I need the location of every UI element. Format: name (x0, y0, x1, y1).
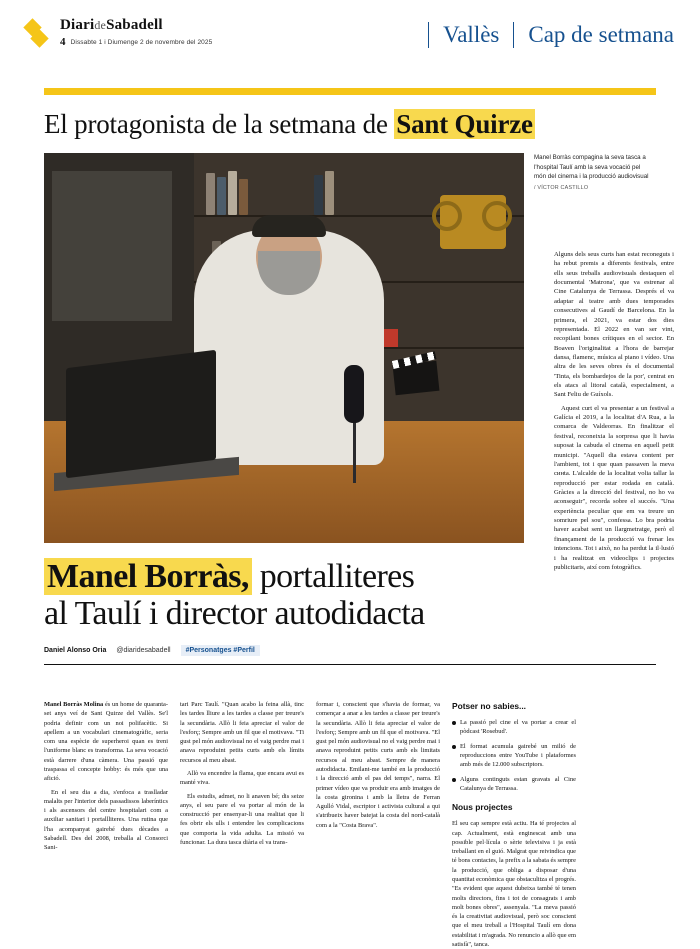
paragraph (44, 700, 168, 784)
paragraph: Els estudis, admet, no li anaven bé; dis seize anys, el seu pare el va portar al món de la construcció per ensenyar-li una realitat que li fes obrir els ulls i entendre les complicacions que comporta la vida adulta. La missió va funcionar. La dura tasca diària el va trans- (180, 792, 304, 846)
paragraph-text: és un home de quaranta-set anys veí de Sant Quirze del Vallès. Se'l podria definir com un noi polifacètic. Si apellem a un vocabulari cinematogràfic, seria com una espècie de superheroi quan es trenі l'uniforme blanc es transforma. La seva vocació està darrere d'una càmera. Una passió que traspassa el concepte hobby: és més que una afició. (44, 701, 168, 783)
body-column-1 (44, 700, 168, 931)
main-photo (44, 153, 524, 543)
diari-logo-icon (26, 20, 52, 50)
section-valles: Vallès (443, 22, 500, 47)
section-cap-de-setmana: Cap de setmana (528, 22, 674, 47)
paragraph: El seu cap sempre està actiu. Ha té projectes al cap. Actualment, està enginescat amb una possible pel·lícula o sèrie televisiva i ja està treballant en el guió. Malgrat que reivindica que té bons contactes, la prefix a la sabata és sempre la producció, que obliga a disposar d'una quantitat econòmica que obstaculitza el progrés. "Es evident que aquest dubeixa també té tenen molts directors, fins i tot de consagrats i amb molt bones obres", assenyala. "La meva passió és la creativitat audiovisual, però soc conscient que el meu treball a l'Hospital Taulí em dona estabilitat i m'agrada. No renuncio a allò que em satisfà", tanca. (452, 820, 576, 948)
photo-caption: Manel Borràs compagina la seva tasca a l'hospital Taulí amb la seva vocació pel món del cinema i la producció audiovisual (534, 154, 649, 180)
byline (44, 645, 656, 656)
brand-city: Sabadell (106, 17, 163, 33)
sidebar-heading-nous-projectes: Nous projectes (452, 802, 513, 813)
list-item: Alguns continguts estan gravats al Cine Catalunya de Terrassa. (452, 775, 576, 794)
lead-in-bold: Manel Borràs Molina (44, 701, 104, 708)
byline-divider (44, 664, 656, 665)
kicker-highlight: Sant Quirze (396, 109, 533, 139)
body-column-2 (180, 700, 304, 931)
masthead (0, 0, 700, 74)
title-name: Manel Borràs, (44, 558, 252, 595)
paragraph: formar i, conscient que s'havia de formar, va començar a anar a les tardes a classe per treure's la secundària. Allò li feia apreciar el valor de l'esforç; Sempre amb un fil que el motivava. "El gust pel món audiovisual no el vaig perdre mai i anava reproduint petits curts amb els limitats recursos al meu abast. Sempre de manera autodidacta. Emilant-me també en la producció i la direcció amb el pas del temps", narra. El primer vídeo que va produir era amb imatges de la costa gironina i amb la lletra de Ferran Agulló Vidal, escriptor i activista cultural a qui s'atribueix haver batejat la costa del nord-català com a la "Costa Brava". (316, 701, 440, 829)
page-title (44, 559, 544, 632)
lead-paragraph-2: Aquest curt el va presentar a un festival a Galícia el 2019, a la localitat d'A Rua, a la comarca de Valdeorras. En finalitzar el festival, reconeixia la sorpresa que li havia suposat la cabuda el cinema en aquell petit municipi. "Aquell dia estava content per l'ambient, tot i que quan passaven la meva cинta. L'alcalde de la localitat volia tallar la reproducció per estar rodada en català. Gràcies a la direcció del festival, no ho va aconseguir", recorda sobre el succés. "Una experiència peculiar que em va treure un somriure pel sou", confessa. Lo bra podria haver acabat sent un llargmetratge, però el finançament de la producció va frenar les intencions. Tot i això, no ha perdut la il·lusió i ha realitzat en videoclips i projectes publicitaris, així com fotogràfics. (554, 404, 674, 571)
divider-left (428, 22, 429, 48)
dateline-text: Dissabte 1 i Diumenge 2 de novembre del 2025 (70, 39, 213, 46)
brand-block (60, 18, 212, 48)
page-number: 4 (60, 36, 66, 48)
body-columns (44, 700, 674, 948)
divider-right (513, 22, 514, 48)
byline-author: Daniel Alonso Oria (44, 646, 107, 654)
title-line2: al Taulí i director autodidacta (44, 594, 425, 632)
lead-column (554, 250, 674, 576)
didyouknow-list (452, 718, 576, 793)
brand-title (60, 18, 212, 33)
sidebar-heading-didyouknow: Potser no sabies... (452, 701, 527, 711)
title-rest: portalliteres (251, 558, 415, 596)
byline-tags[interactable]: #Personatges #Perfil (181, 645, 260, 656)
body-column-4 (452, 700, 576, 948)
list-item: El format acumula gairebé un milió de reproduccions entre YouTube i plataformes amb més de 12.000 subscriptors. (452, 742, 576, 770)
paragraph: En el seu dia a dia, s'enfoca a traslladar malalts per l'interior dels passadissos laberíntics i als ascensors del centre hospitalari com a auxiliar sanitari i portallliteres. Una rutina que l'ha acompanyat gairebé dues dècades a Sabadell. Des del 2008, treballa al Consorci Sani- (44, 788, 168, 852)
lead-paragraph-1: Alguns dels seus curts han estat reconeguts i ha rebut premis a diferents festivals, entre ells seus treballs audiovisuals destaquen el documental 'Matrona', que va estrenar al Cine Catalunya de Terrassa. Després el va adaptar al teatre amb dues temporades consecutives al Gaudí de Barcelona. En la primera, el 2021, va estar dos dies representada. El 2022 en van ser vint, recopilant bones crítiques en el sector. En Boaven l'originalitat a l'hora de barrejar dansa, flamenc, música al piano i vídeo. Una altra de les seves obres és el documental 'Tinta, els bombardejos de la por', centrat en els atacs al litoral català, especialment, a Sant Feliu de Guíxols. (554, 251, 674, 399)
section-tags (428, 22, 674, 48)
brand-main: Diari (60, 17, 95, 33)
body-column-3 (316, 700, 440, 931)
byline-handle[interactable]: @diaridesabadell (116, 646, 171, 654)
paragraph: tari Parc Taulí. "Quan acabo la feina allà, tinc les tardes lliure a les tardes a classe per treure's la secundària. Allò li feia apreciar el valor de l'esforç; Sempre amb un fil que el motivava. "Ti gust pel món audiovisual no el vaig perdre mai i anava reproduint petits curts amb els límits recursos al meu abast. (180, 701, 304, 764)
dateline-row (60, 37, 212, 48)
list-item: La passió pel cine el va portar a crear el pòdcast 'Rosebud'. (452, 718, 576, 737)
paragraph: Allò va encendre la flama, que encara avui es manté viva. (180, 769, 304, 787)
brand-de: de (94, 18, 107, 32)
yellow-rule (44, 88, 656, 95)
photo-credit: / VÍCTOR CASTILLO (534, 185, 589, 192)
kicker-prefix: El protagonista de la setmana de (44, 109, 395, 139)
kicker (44, 109, 656, 139)
